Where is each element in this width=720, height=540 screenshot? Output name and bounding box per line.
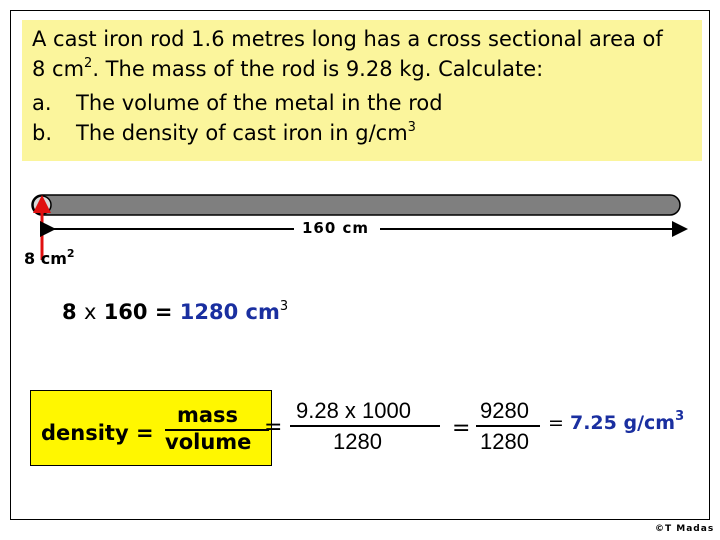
volume-factor-b: 160 =: [103, 300, 173, 324]
formula-denominator: volume: [165, 430, 252, 454]
step2-denominator: 1280: [480, 429, 529, 454]
question-line-1: A cast iron rod 1.6 metres long has a cross sectional area of: [32, 27, 663, 51]
density-result: [548, 409, 685, 434]
author-credit: ©T Madas: [655, 524, 715, 534]
step1-numerator: 9.28 x 1000: [296, 398, 411, 423]
density-answer-sup: 3: [675, 409, 685, 424]
area-label-sup: 2: [66, 247, 75, 260]
density-formula-box: [30, 390, 272, 466]
times-sign: x: [83, 300, 97, 324]
equals-sign-3: =: [548, 412, 564, 434]
step1-fraction-bar: [290, 425, 440, 427]
step1-denominator: 1280: [333, 429, 382, 454]
question-area-text: 8 cm: [32, 57, 85, 81]
volume-answer: 1280 cm: [179, 300, 280, 324]
density-answer: 7.25 g/cm: [569, 412, 676, 434]
step2-numerator: 9280: [480, 398, 529, 423]
question-area-sup: 2: [84, 56, 93, 71]
volume-factor-a: 8: [62, 300, 77, 324]
part-text-main: The density of cast iron in g/cm: [76, 121, 408, 145]
area-label-text: 8 cm: [24, 249, 67, 268]
part-label: b.: [32, 121, 53, 145]
rod-body: [32, 195, 680, 215]
part-text: The volume of the metal in the rod: [76, 91, 443, 115]
volume-calculation: [62, 300, 288, 324]
part-text-sup: 3: [407, 120, 416, 135]
density-label: density =: [41, 421, 154, 445]
volume-answer-sup: 3: [279, 299, 289, 314]
formula-numerator: mass: [177, 403, 239, 427]
part-label: a.: [32, 91, 52, 115]
question-mass-text: . The mass of the rod is 9.28 kg. Calculate:: [92, 57, 544, 81]
equals-sign-2: =: [452, 416, 471, 441]
area-label: [24, 249, 75, 268]
length-label: 160 cm: [302, 219, 370, 237]
equals-sign-1: =: [264, 415, 283, 440]
step2-fraction-bar: [476, 425, 540, 427]
